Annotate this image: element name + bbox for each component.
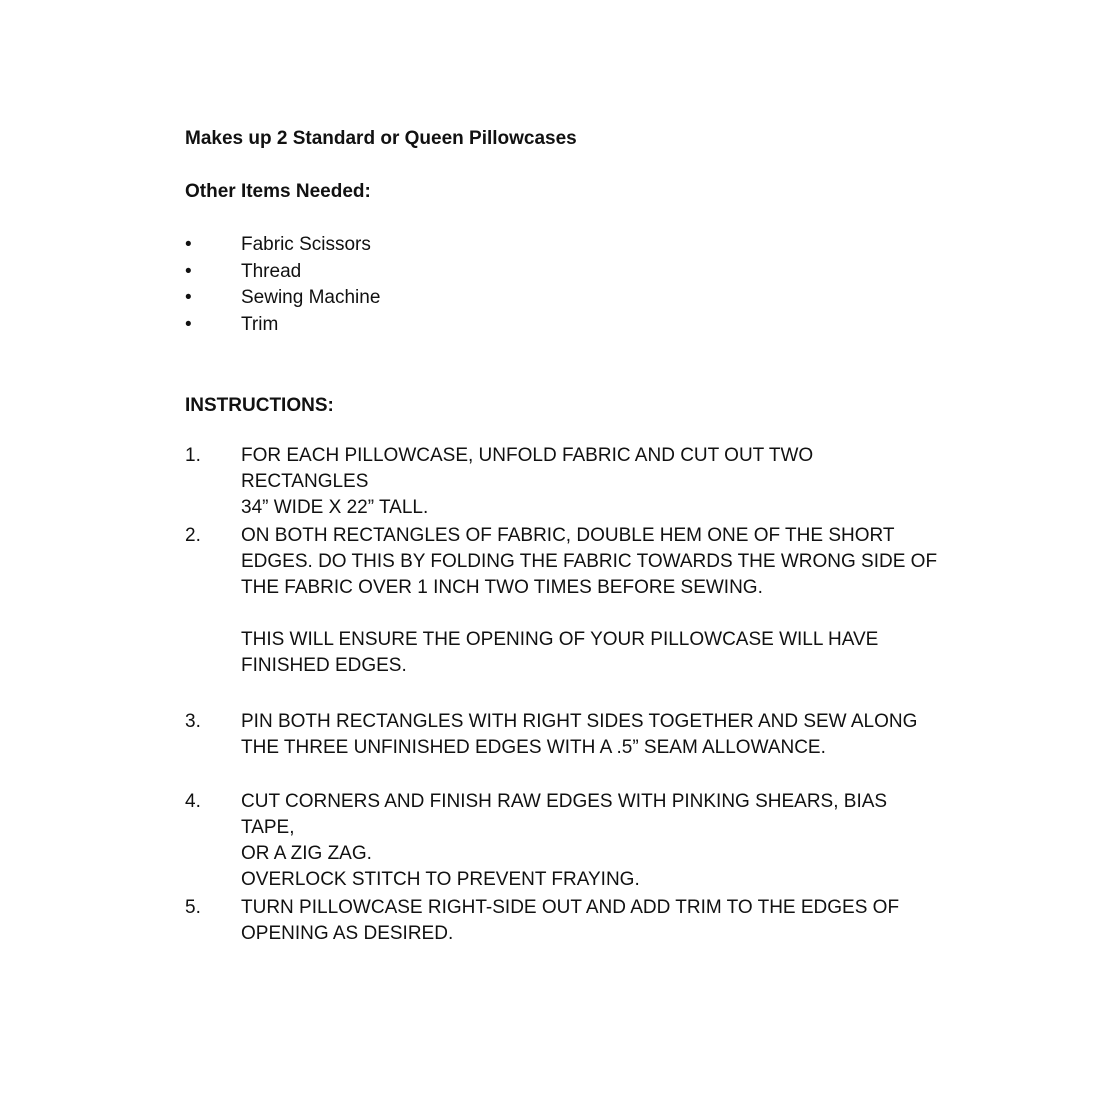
- instructions-heading: INSTRUCTIONS:: [185, 395, 334, 416]
- document-title: Makes up 2 Standard or Queen Pillowcases: [185, 128, 577, 149]
- step-body: [241, 443, 941, 521]
- step-body: [241, 789, 941, 893]
- step-text: PIN BOTH RECTANGLES WITH RIGHT SIDES TOGETHER AND SEW ALONG THE THREE UNFINISHED EDGES WITH A .5” SEAM ALLOWANCE.: [241, 711, 918, 758]
- step-body: [241, 895, 941, 947]
- step-body: [241, 523, 941, 679]
- step-note: THIS WILL ENSURE THE OPENING OF YOUR PILLOWCASE WILL HAVE FINISHED EDGES.: [241, 629, 879, 676]
- items-heading: Other Items Needed:: [185, 181, 371, 202]
- list-item: [185, 312, 585, 338]
- step-number: 3.: [185, 711, 201, 732]
- step-text: FOR EACH PILLOWCASE, UNFOLD FABRIC AND CUT OUT TWO RECTANGLES 34” WIDE X 22” TALL.: [241, 445, 814, 518]
- list-item-label: Thread: [241, 261, 302, 282]
- step-text: CUT CORNERS AND FINISH RAW EDGES WITH PINKING SHEARS, BIAS TAPE, OR A ZIG ZAG. OVERLOCK STITCH TO PREVENT FRAYING.: [241, 791, 888, 890]
- bullet-icon: •: [185, 261, 192, 282]
- step-number: 2.: [185, 525, 201, 546]
- step-text: ON BOTH RECTANGLES OF FABRIC, DOUBLE HEM ONE OF THE SHORT EDGES. DO THIS BY FOLDING THE FABRIC TOWARDS THE WRONG SIDE OF THE FABRIC OVER 1 INCH TWO TIMES BEFORE SEWING.: [241, 525, 938, 598]
- list-item: [185, 259, 585, 285]
- list-item: [185, 232, 585, 258]
- bullet-icon: •: [185, 314, 192, 335]
- list-item-label: Trim: [241, 314, 279, 335]
- list-item: [185, 285, 585, 311]
- list-item-label: Sewing Machine: [241, 287, 381, 308]
- bullet-icon: •: [185, 234, 192, 255]
- step-number: 4.: [185, 791, 201, 812]
- step-number: 5.: [185, 897, 201, 918]
- list-item-label: Fabric Scissors: [241, 234, 371, 255]
- step-text: TURN PILLOWCASE RIGHT-SIDE OUT AND ADD TRIM TO THE EDGES OF OPENING AS DESIRED.: [241, 897, 900, 944]
- step-body: [241, 709, 941, 761]
- step-number: 1.: [185, 445, 201, 466]
- bullet-icon: •: [185, 287, 192, 308]
